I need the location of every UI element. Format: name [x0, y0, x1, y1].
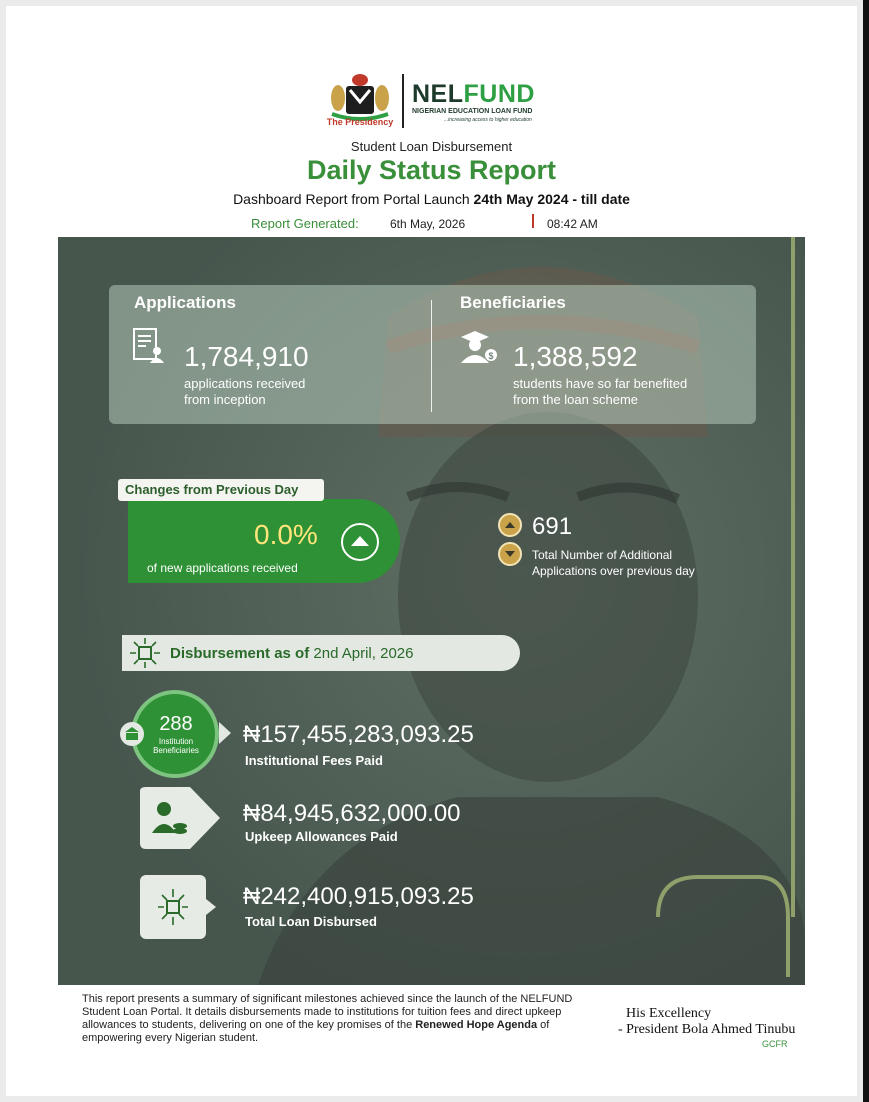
- chevron-right-icon: [219, 722, 231, 744]
- logo-row: [324, 68, 554, 132]
- applications-value: 1,784,910: [184, 341, 309, 372]
- down-arrow-gold-icon: [498, 542, 522, 566]
- institution-count-label: Institution Beneficiaries: [153, 737, 199, 755]
- changes-desc: of new applications received: [147, 561, 298, 575]
- institutional-fees-amount: ₦157,455,283,093.25: [243, 721, 474, 748]
- signature-line-3: GCFR: [762, 1039, 788, 1049]
- signature-line-1: His Excellency: [626, 1006, 712, 1021]
- additional-applications-desc: Total Number of Additional Applications over previous day: [532, 548, 695, 578]
- report-page: [6, 6, 857, 1096]
- generated-time: 08:42 AM: [547, 217, 598, 231]
- up-arrow-gold-icon: [498, 513, 522, 537]
- presidency-label: The Presidency: [326, 117, 394, 127]
- generated-label: Report Generated:: [251, 216, 359, 231]
- institutional-fees-label: Institutional Fees Paid: [245, 753, 383, 768]
- changes-box: [128, 499, 400, 583]
- generated-date: 6th May, 2026: [390, 217, 466, 231]
- signature-line-2: - President Bola Ahmed Tinubu: [618, 1022, 796, 1037]
- applications-heading: Applications: [134, 293, 237, 312]
- screen-edge: [863, 0, 869, 1102]
- stats-separator: [431, 300, 432, 412]
- brand-name: NELFUND: [412, 80, 535, 108]
- upkeep-label: Upkeep Allowances Paid: [245, 829, 398, 844]
- beneficiaries-heading: Beneficiaries: [460, 293, 566, 312]
- distribution-box-icon: [128, 636, 162, 670]
- total-disbursed-label: Total Loan Disbursed: [245, 914, 377, 929]
- disbursement-label: Disbursement as of 2nd April, 2026: [170, 645, 414, 662]
- beneficiaries-desc: students have so far benefited from the loan scheme: [513, 376, 688, 407]
- report-subtitle: Student Loan Disbursement: [350, 139, 513, 154]
- additional-applications-value: 691: [532, 513, 573, 540]
- dashboard-panel: [58, 237, 805, 985]
- svg-text:$: $: [488, 351, 494, 361]
- application-form-icon: [131, 327, 167, 365]
- generated-divider: [532, 214, 534, 228]
- report-range: Dashboard Report from Portal Launch 24th May 2024 - till date: [233, 191, 630, 207]
- beneficiaries-value: 1,388,592: [513, 341, 638, 372]
- upkeep-amount: ₦84,945,632,000.00: [243, 800, 461, 827]
- logo-divider: [402, 74, 404, 128]
- changes-label: Changes from Previous Day: [118, 479, 324, 501]
- up-arrow-icon: [341, 523, 379, 561]
- brand-tagline: ...increasing access to higher education: [444, 117, 532, 123]
- graduate-student-icon: [457, 329, 499, 365]
- total-disbursed-icon: [140, 875, 218, 939]
- upkeep-allowance-icon: [134, 787, 222, 849]
- changes-percent: 0.0%: [254, 519, 318, 550]
- total-disbursed-amount: ₦242,400,915,093.25: [243, 883, 474, 910]
- stats-box: [109, 285, 756, 424]
- institution-count: 288: [159, 713, 193, 735]
- report-title: Daily Status Report: [306, 155, 557, 185]
- applications-desc: applications received from inception: [184, 376, 306, 407]
- footer-summary: This report presents a summary of significant milestones achieved since the launch of the NELFUND Student Loan Portal. It details disbursements made to institutions for tuition fees and direct upkeep allowances to students, delivering on one of the key promises of the Renewed Hope Agenda of empowering every Nigerian student.: [82, 993, 573, 1044]
- brand-subtitle: NIGERIAN EDUCATION LOAN FUND: [412, 108, 533, 115]
